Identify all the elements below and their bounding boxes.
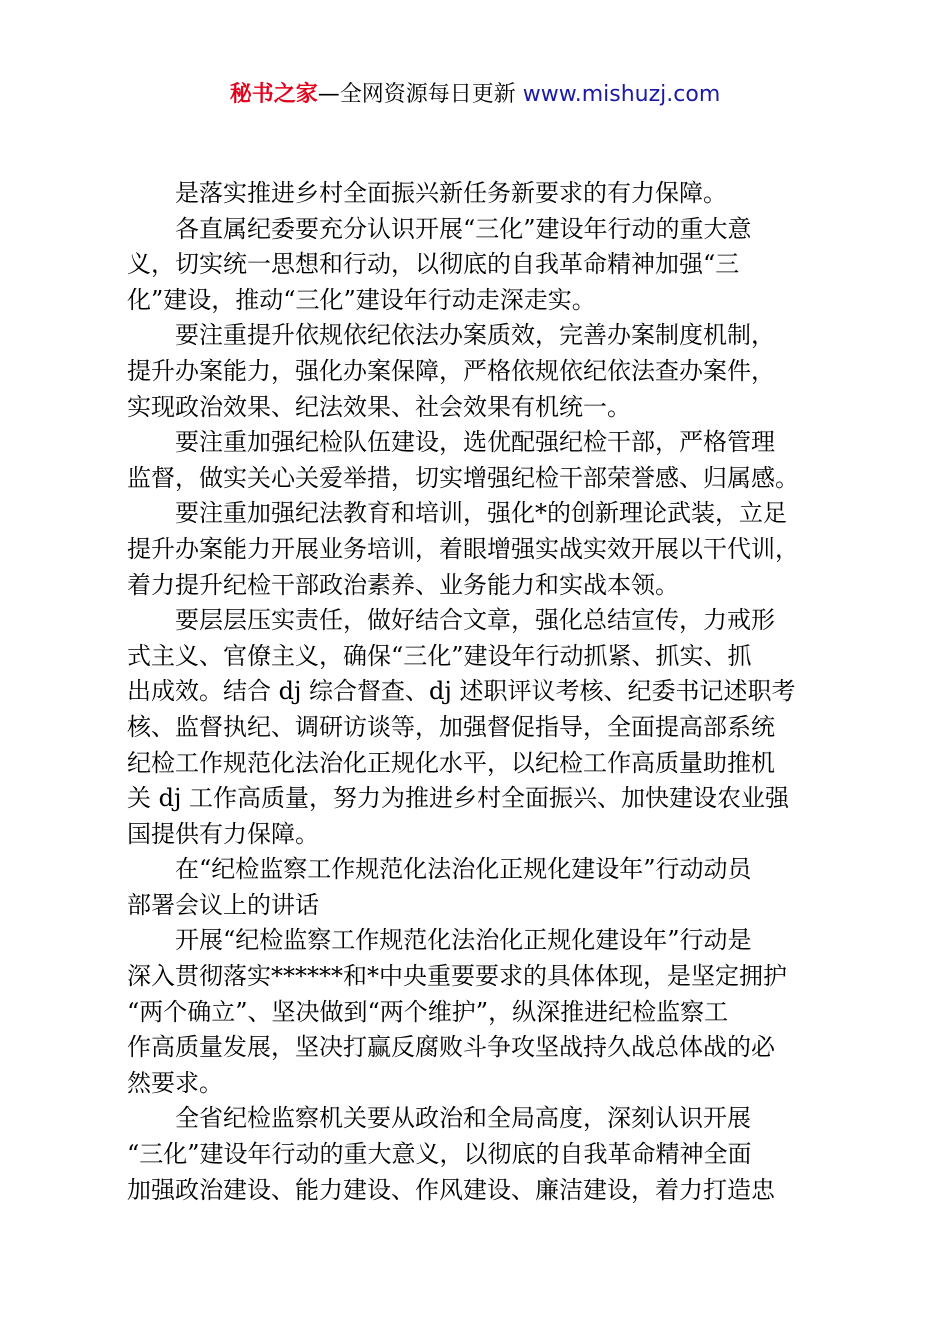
text-line: 全省纪检监察机关要从政治和全局高度，深刻认识开展	[175, 1104, 751, 1133]
document-body	[127, 176, 847, 1208]
text-line: “三化”建设年行动的重大意义，以彻底的自我革命精神全面	[127, 1140, 752, 1169]
text-line: 要注重提升依规依纪依法办案质效，完善办案制度机制，	[175, 321, 775, 350]
site-tagline: —全网资源每日更新	[317, 82, 516, 107]
text-line: 化”建设，推动“三化”建设年行动走深走实。	[127, 285, 596, 314]
text-line: 作高质量发展，坚决打赢反腐败斗争攻坚战持久战总体战的必	[127, 1033, 775, 1062]
text-line: 式主义、官僚主义，确保“三化”建设年行动抓紧、抓实、抓	[127, 641, 752, 670]
text-line: 开展“纪检监察工作规范化法治化正规化建设年”行动是	[175, 926, 752, 955]
text-line: 在“纪检监察工作规范化法治化正规化建设年”行动动员	[175, 855, 752, 884]
text-line: 核、监督执纪、调研访谈等，加强督促指导，全面提高部系统	[127, 712, 775, 741]
site-header	[0, 79, 950, 111]
text-line: 监督，做实关心关爱举措，切实增强纪检干部荣誉感、归属感。	[127, 463, 799, 492]
text-line: 出成效。结合 dj 综合督查、dj 述职评议考核、纪委书记述职考	[127, 677, 796, 706]
text-line: 然要求。	[127, 1068, 223, 1097]
text-line: 实现政治效果、纪法效果、社会效果有机统一。	[127, 392, 631, 421]
text-line: 要注重加强纪法教育和培训，强化*的创新理论武装，立足	[175, 499, 787, 528]
text-line: 要注重加强纪检队伍建设，选优配强纪检干部，严格管理	[175, 428, 775, 457]
site-brand: 秘书之家	[229, 82, 318, 107]
text-line: 义，切实统一思想和行动，以彻底的自我革命精神加强“三	[127, 250, 740, 279]
text-line: 是落实推进乡村全面振兴新任务新要求的有力保障。	[175, 179, 727, 207]
text-line: 加强政治建设、能力建设、作风建设、廉洁建设，着力打造忠	[127, 1175, 775, 1204]
text-line: “两个确立”、坚决做到“两个维护”，纵深推进纪检监察工	[127, 997, 729, 1026]
text-line: 提升办案能力，强化办案保障，严格依规依纪依法查办案件，	[127, 356, 775, 385]
text-line: 提升办案能力开展业务培训，着眼增强实战实效开展以干代训，	[127, 534, 799, 563]
site-url-link[interactable]: www.mishuzj.com	[522, 82, 721, 107]
text-line: 国提供有力保障。	[127, 819, 319, 848]
text-line: 关 dj 工作高质量，努力为推进乡村全面振兴、加快建设农业强	[127, 784, 790, 813]
text-line: 纪检工作规范化法治化正规化水平，以纪检工作高质量助推机	[127, 748, 775, 777]
text-line: 部署会议上的讲话	[127, 890, 319, 919]
text-line: 着力提升纪检干部政治素养、业务能力和实战本领。	[127, 570, 679, 599]
text-line: 各直属纪委要充分认识开展“三化”建设年行动的重大意	[175, 214, 752, 243]
text-line: 深入贯彻落实******和*中央重要要求的具体体现，是坚定拥护	[127, 962, 787, 991]
text-line: 要层层压实责任，做好结合文章，强化总结宣传，力戒形	[175, 606, 775, 635]
